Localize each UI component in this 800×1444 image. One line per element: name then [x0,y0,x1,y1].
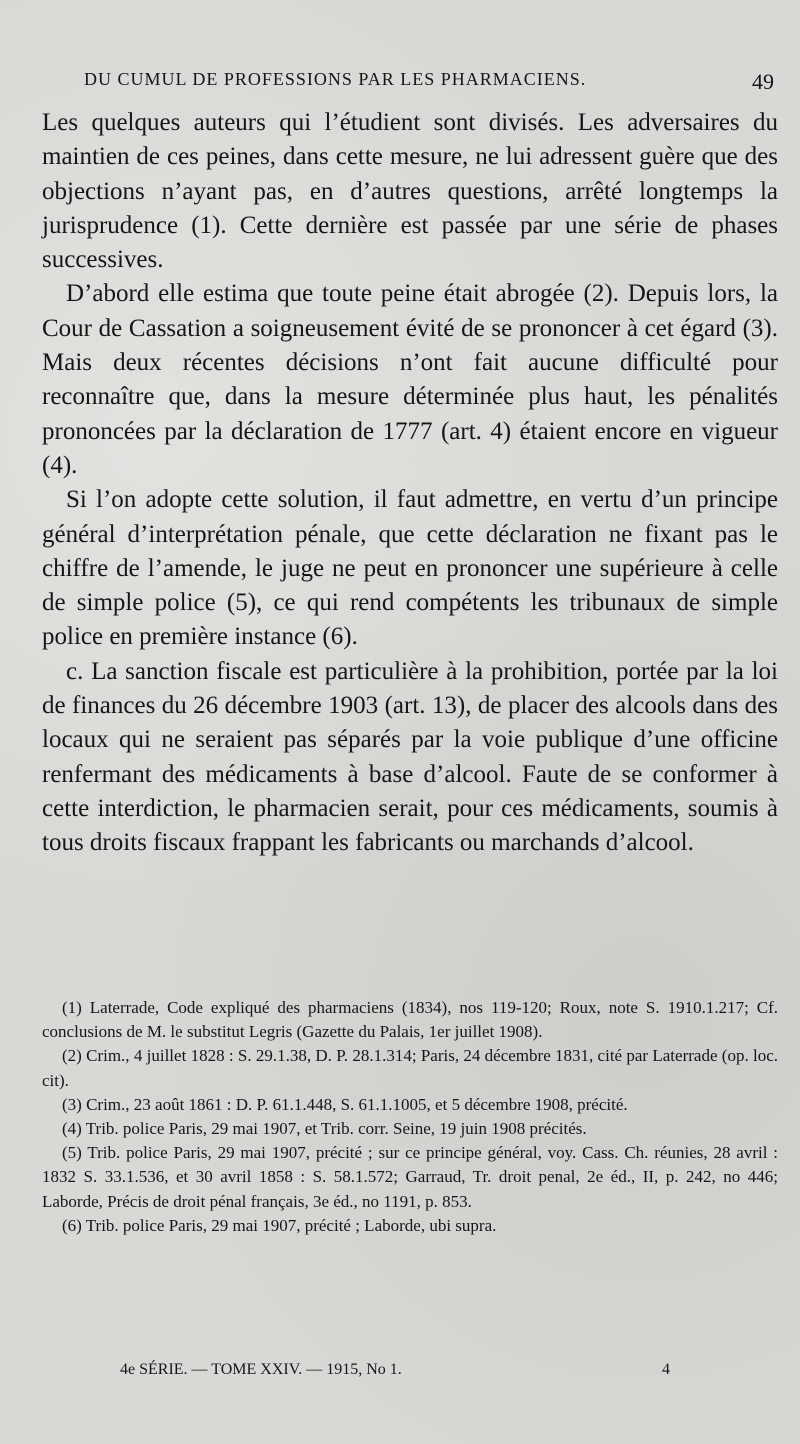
signature-mark: 4 [662,1361,670,1378]
page-footer [120,1361,670,1379]
paragraph-4: c. La sanction fiscale est particulière à la prohibition, portée par la loi de finances du 26 décembre 1903 (art. 13), de placer des alcools dans des locaux qui ne seraient pas séparés par la voie publique d’une officine renfermant des médicaments à base d’alcool. Faute de se conformer à cette interdiction, le pharmacien serait, pour ces médicaments, soumis à tous droits fiscaux frappant les fabricants ou marchands d’alcool. [42,657,778,857]
main-text [42,106,778,861]
page-number: 49 [752,69,774,94]
footnote-4: (4) Trib. police Paris, 29 mai 1907, et Trib. corr. Seine, 19 juin 1908 précités. [62,1119,587,1139]
paragraph-2: D’abord elle estima que toute peine était abrogée (2). Depuis lors, la Cour de Cassation a soigneusement évité de se prononcer à cet égard (3). Mais deux récentes décisions n’ont fait aucune difficulté pour reconnaître que, dans la mesure déterminée plus haut, les pénalités prononcées par la déclaration de 1777 (art. 4) étaient encore en vigueur (4). [42,280,778,479]
page-header [84,69,774,95]
footnote-6: (6) Trib. police Paris, 29 mai 1907, précité ; Laborde, ubi supra. [62,1215,497,1235]
running-title: DU CUMUL DE PROFESSIONS PAR LES PHARMACIENS. [84,69,587,89]
footnote-2: (2) Crim., 4 juillet 1828 : S. 29.1.38, D. P. 28.1.314; Paris, 24 décembre 1831, cité par Laterrade (op. loc. cit). [42,1046,778,1090]
paragraph-1: Les quelques auteurs qui l’étudient sont divisés. Les adversaires du maintien de ces peines, dans cette mesure, ne lui adressent guère que des objections n’ayant pas, en d’autres questions, arrêté longtemps la jurisprudence (1). Cette dernière est passée par une série de phases successives. [42,109,778,274]
footnote-5: (5) Trib. police Paris, 29 mai 1907, précité ; sur ce principe général, voy. Cass. Ch. réunies, 28 avril : 1832 S. 33.1.536, et 30 avril 1858 : S. 58.1.572; Garraud, Tr. droit penal, 2e éd., II, p. 242, no 446; Laborde, Précis de droit pénal français, 3e éd., no 1191, p. 853. [42,1143,778,1211]
footnote-1: (1) Laterrade, Code expliqué des pharmaciens (1834), nos 119-120; Roux, note S. 1910.1.217; Cf. conclusions de M. le substitut Legris (Gazette du Palais, 1er juillet 1908). [42,998,778,1042]
footnote-3: (3) Crim., 23 août 1861 : D. P. 61.1.448, S. 61.1.1005, et 5 décembre 1908, précité. [62,1094,628,1114]
paragraph-3: Si l’on adopte cette solution, il faut admettre, en vertu d’un principe général d’interprétation pénale, que cette déclaration ne fixant pas le chiffre de l’amende, le juge ne peut en prononcer une supérieure à celle de simple police (5), ce qui rend compétents les tribunaux de simple police en première instance (6). [42,486,778,651]
footnotes [42,996,778,1238]
series-line: 4e SÉRIE. — TOME XXIV. — 1915, No 1. [120,1361,402,1378]
